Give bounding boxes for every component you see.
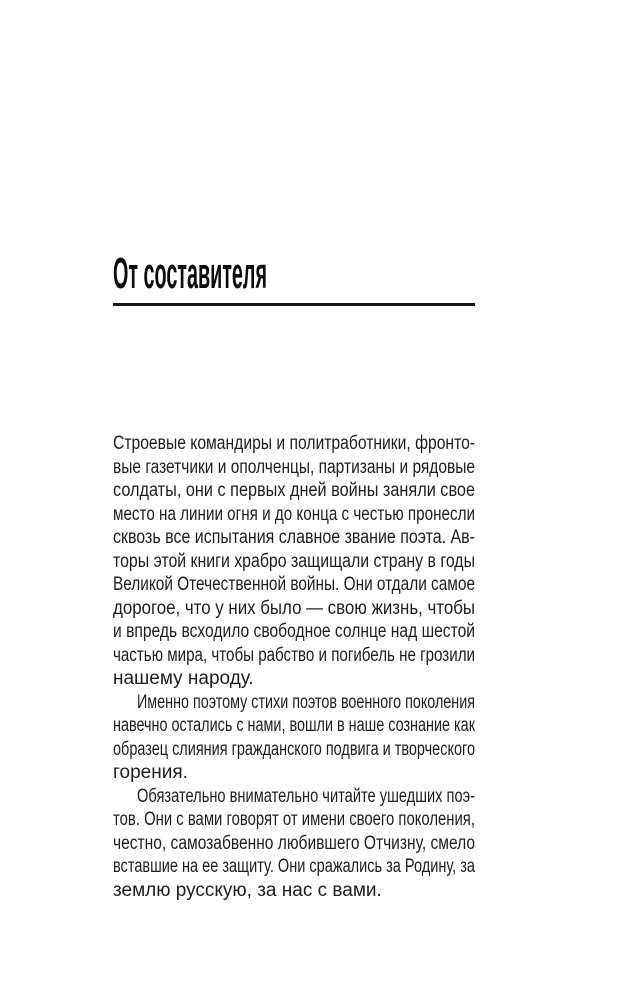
text-line <box>113 479 475 503</box>
text-line-content: Именно поэтому стихи поэтов военного поколения <box>137 691 475 713</box>
text-line-content: горения. <box>113 762 188 783</box>
text-line <box>113 855 475 879</box>
chapter-title <box>113 249 456 298</box>
text-line-content: вые газетчики и ополченцы, партизаны и рядовые <box>113 456 475 478</box>
chapter-title-text: От составителя <box>113 249 267 298</box>
text-line-content: солдаты, они с первых дней войны заняли свое <box>113 480 475 501</box>
text-line <box>113 456 475 480</box>
text-line-content: место на линии огня и до конца с честью пронесли <box>113 503 475 525</box>
text-line <box>113 785 475 809</box>
text-line <box>113 620 475 644</box>
body-text <box>113 432 475 902</box>
text-line <box>113 714 475 738</box>
text-line <box>113 832 475 856</box>
text-line <box>113 691 475 715</box>
text-line-content: вставшие на ее защиту. Они сражались за Родину, за <box>113 856 475 877</box>
text-line <box>113 432 475 456</box>
text-line <box>113 738 475 762</box>
text-line <box>113 667 475 691</box>
text-line-content: Обязательно внимательно читайте ушедших поэ- <box>137 785 475 807</box>
text-line-content: и впредь всходило свободное солнце над шестой <box>113 621 475 642</box>
text-line-content: образец слияния гражданского подвига и творческого <box>113 738 475 760</box>
text-line <box>113 503 475 527</box>
text-line <box>113 879 475 903</box>
text-line-content: Строевые командиры и политработники, фронто- <box>113 433 475 454</box>
text-line <box>113 550 475 574</box>
text-line-content: навечно остались с нами, вошли в наше сознание как <box>113 715 475 736</box>
text-line-content: землю русскую, за нас с вами. <box>113 879 382 901</box>
text-line-content: торы этой книги храбро защищали страну в годы <box>113 550 475 572</box>
text-line <box>113 808 475 832</box>
text-line-content: частью мира, чтобы рабство и погибель не грозили <box>113 644 475 666</box>
title-rule <box>113 303 475 306</box>
text-line-content: сквозь все испытания славное звание поэта. Ав- <box>113 527 475 548</box>
text-line-content: нашему народу. <box>113 668 254 689</box>
text-line <box>113 644 475 668</box>
text-line-content: Великой Отечественной войны. Они отдали самое <box>113 574 475 595</box>
text-line <box>113 597 475 621</box>
text-line <box>113 761 475 785</box>
text-line <box>113 526 475 550</box>
text-line-content: дорогое, что у них было — свою жизнь, чтобы <box>113 597 475 619</box>
text-line-content: честно, самозабвенно любившего Отчизну, смело <box>113 832 475 854</box>
text-line <box>113 573 475 597</box>
text-line-content: тов. Они с вами говорят от имени своего поколения, <box>113 809 475 830</box>
